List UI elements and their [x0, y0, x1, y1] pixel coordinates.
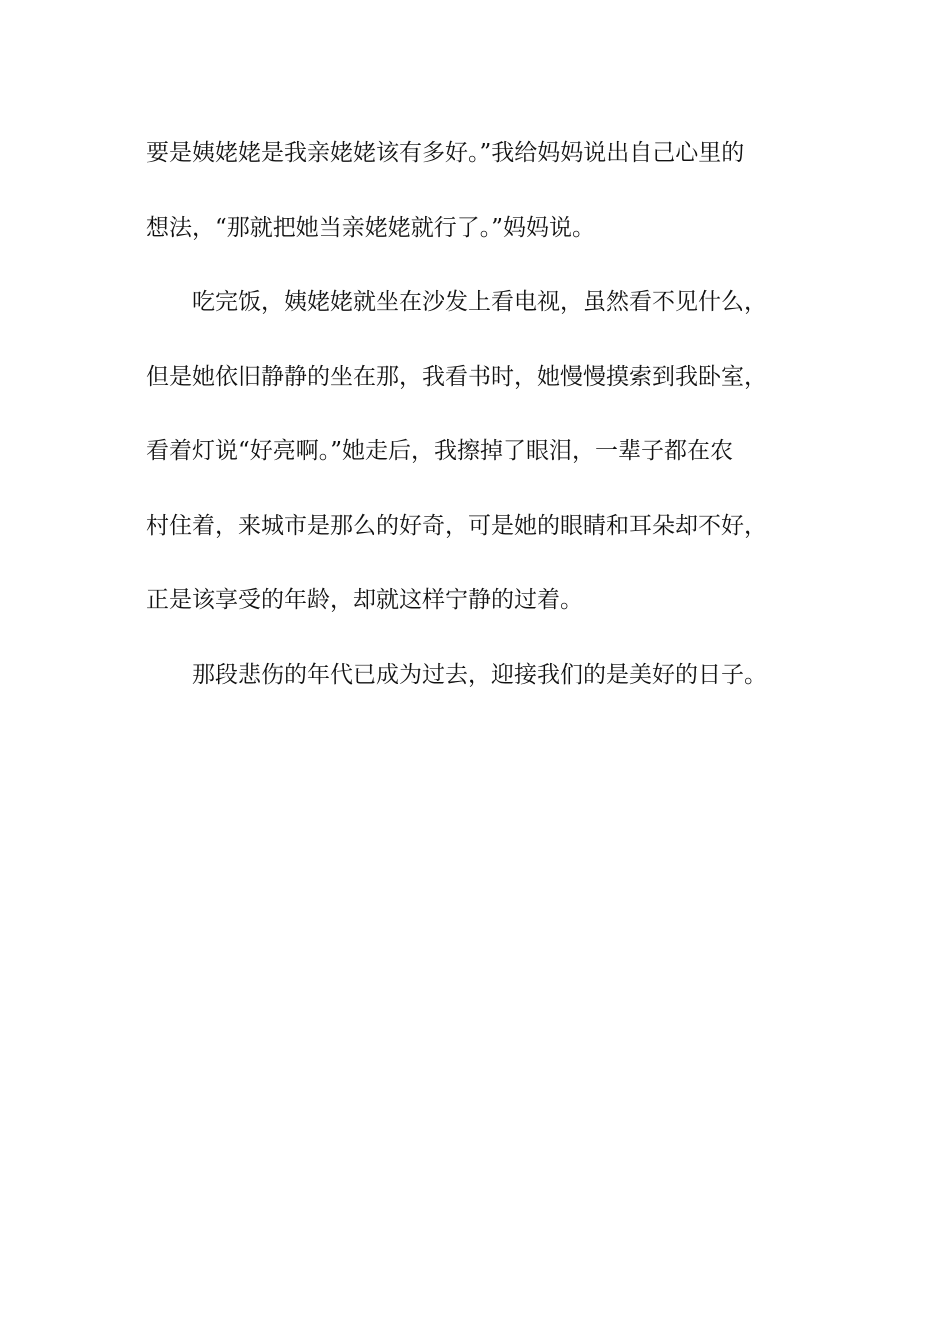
text-line: 想法，“那就把她当亲姥姥就行了。”妈妈说。	[146, 214, 596, 241]
text-line: 但是她依旧静静的坐在那，我看书时，她慢慢摸索到我卧室，	[146, 363, 767, 390]
paragraph-start-line: 那段悲伤的年代已成为过去，迎接我们的是美好的日子。	[192, 661, 767, 688]
text-line: 村住着，来城市是那么的好奇，可是她的眼睛和耳朵却不好，	[146, 512, 767, 539]
text-line: 看着灯说“好亮啊。”她走后，我擦掉了眼泪，一辈子都在农	[146, 438, 734, 464]
paragraph-start-line: 吃完饭，姨姥姥就坐在沙发上看电视，虽然看不见什么，	[192, 289, 767, 315]
document-body	[146, 133, 806, 729]
text-line: 正是该享受的年龄，却就这样宁静的过着。	[146, 587, 583, 613]
text-line: 要是姨姥姥是我亲姥姥该有多好。”我给妈妈说出自己心里的	[146, 140, 745, 166]
